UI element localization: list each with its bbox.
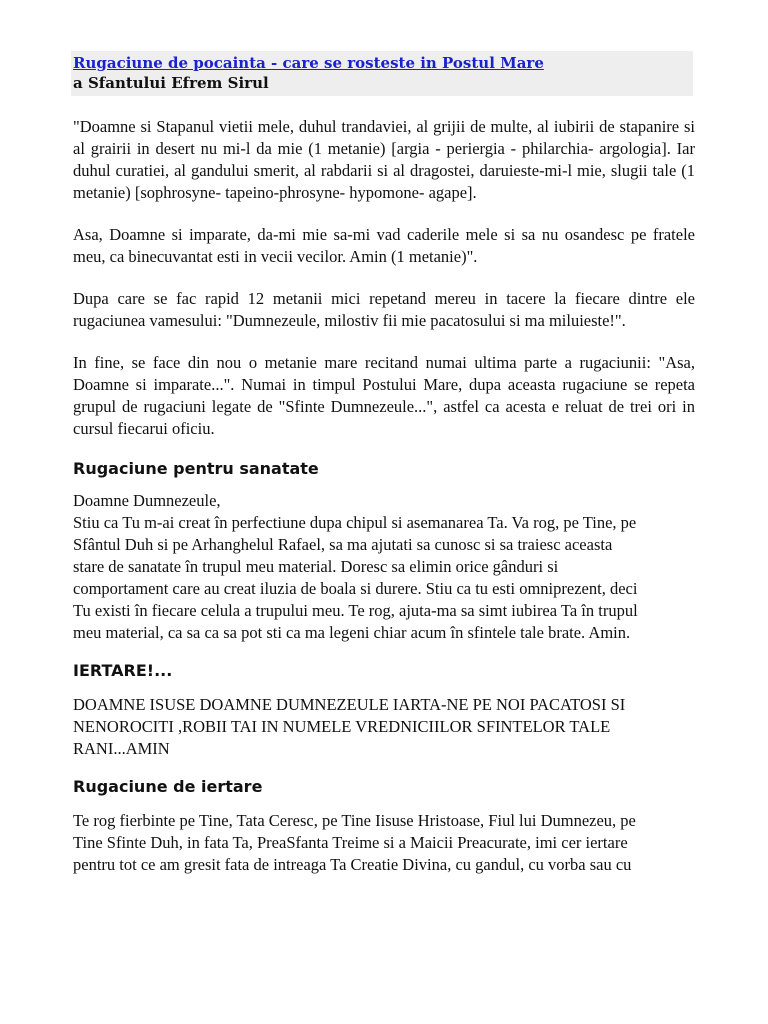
- subtitle: a Sfantului Efrem Sirul: [73, 74, 269, 92]
- text-line: DOAMNE ISUSE DOAMNE DUMNEZEULE IARTA-NE PE NOI PACATOSI SI: [73, 695, 626, 714]
- heading-sanatate: Rugaciune pentru sanatate: [73, 459, 319, 478]
- heading-iertare: IERTARE!...: [73, 661, 173, 680]
- text-line: Doamne Dumnezeule,: [73, 491, 221, 510]
- title-block: [71, 51, 693, 96]
- document-page: [73, 51, 695, 876]
- text-line: RANI...AMIN: [73, 739, 170, 758]
- text-line: comportament care au creat iluzia de boala si durere. Stiu ca tu esti omniprezent, deci: [73, 579, 638, 598]
- text-line: meu material, ca sa ca sa pot sti ca ma legeni chiar acum în sfintele tale brate. Amin.: [73, 623, 631, 642]
- text-line: Tine Sfinte Duh, in fata Ta, PreaSfanta Treime si a Maicii Preacurate, imi cer iertare: [73, 833, 628, 852]
- text-line: stare de sanatate în trupul meu material. Doresc sa elimin orice gânduri si: [73, 557, 559, 576]
- text-block-iertare: [73, 694, 695, 760]
- text-line: Stiu ca Tu m-ai creat în perfectiune dupa chipul si asemanarea Ta. Va rog, pe Tine, pe: [73, 513, 637, 532]
- title-link[interactable]: Rugaciune de pocainta - care se rosteste in Postul Mare: [73, 54, 544, 72]
- heading-rugaciune-iertare: Rugaciune de iertare: [73, 777, 263, 796]
- paragraph-prayer-2: Asa, Doamne si imparate, da-mi mie sa-mi vad caderile mele si sa nu osandesc pe fratele meu, ca binecuvantat esti in vecii vecilor. Amin (1 metanie)".: [73, 225, 695, 266]
- text-block-rugaciune-iertare: [73, 810, 695, 876]
- text-block-sanatate: [73, 490, 695, 644]
- paragraph-instructions-1: Dupa care se fac rapid 12 metanii mici repetand mereu in tacere la fiecare dintre ele rugaciunea vamesului: "Dumnezeule, milostiv fii mie pacatosului si ma miluieste!".: [73, 289, 695, 330]
- text-line: NENOROCITI ,ROBII TAI IN NUMELE VREDNICIILOR SFINTELOR TALE: [73, 717, 611, 736]
- text-line: Te rog fierbinte pe Tine, Tata Ceresc, pe Tine Iisuse Hristoase, Fiul lui Dumnezeu, pe: [73, 811, 636, 830]
- text-line: Tu existi în fiecare celula a trupului meu. Te rog, ajuta-ma sa simt iubirea Ta în trupul: [73, 601, 638, 620]
- paragraph-instructions-2: In fine, se face din nou o metanie mare recitand numai ultima parte a rugaciunii: "Asa, Doamne si imparate...". Numai in timpul Postului Mare, dupa aceasta rugaciune se repeta grupul de rugaciuni legate de "Sfinte Dumnezeule...", astfel ca acesta e reluat de trei ori in cursul fiecarui oficiu.: [73, 353, 695, 438]
- text-line: Sfântul Duh si pe Arhanghelul Rafael, sa ma ajutati sa cunosc si sa traiesc aceasta: [73, 535, 613, 554]
- paragraph-prayer-1: "Doamne si Stapanul vietii mele, duhul trandaviei, al grijii de multe, al iubirii de stapanire si al grairii in desert nu mi-l da mie (1 metanie) [argia - periergia - philarchia- argologia]. Iar duhul curatiei, al gandului smerit, al rabdarii si al dragostei, daruieste-mi-l mie, slugii tale (1 metanie) [sophrosyne- tapeino-phrosyne- hypomone- agape].: [73, 117, 695, 202]
- text-line: pentru tot ce am gresit fata de intreaga Ta Creatie Divina, cu gandul, cu vorba sau cu: [73, 855, 632, 874]
